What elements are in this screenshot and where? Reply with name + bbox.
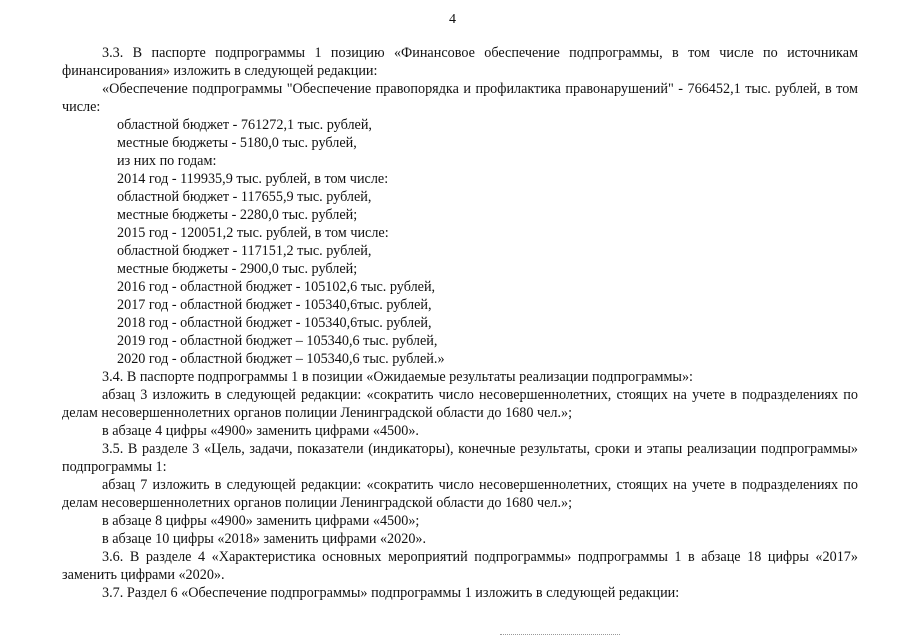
- paragraph-3-5: 3.5. В разделе 3 «Цель, задачи, показатели (индикаторы), конечные результаты, сроки и этапы реализации подпрограммы» подпрограммы 1:: [62, 441, 858, 475]
- document-body: [62, 44, 858, 602]
- paragraph-3-5-item-2: в абзаце 8 цифры «4900» заменить цифрами «4500»;: [102, 513, 420, 529]
- page-number: 4: [449, 12, 456, 27]
- paragraph-3-4-item-2: в абзаце 4 цифры «4900» заменить цифрами «4500».: [102, 423, 419, 439]
- funding-line: областной бюджет - 761272,1 тыс. рублей,: [117, 117, 372, 133]
- paragraph-3-6: 3.6. В разделе 4 «Характеристика основных мероприятий подпрограммы» подпрограммы 1 в абзаце 18 цифры «2017» заменить цифрами «2020».: [62, 549, 858, 583]
- funding-line: областной бюджет - 117655,9 тыс. рублей,: [117, 189, 372, 205]
- funding-line: 2017 год - областной бюджет - 105340,6тыс. рублей,: [117, 297, 432, 313]
- funding-line: 2015 год - 120051,2 тыс. рублей, в том числе:: [117, 225, 389, 241]
- funding-line: областной бюджет - 117151,2 тыс. рублей,: [117, 243, 372, 259]
- funding-line: местные бюджеты - 5180,0 тыс. рублей,: [117, 135, 357, 151]
- paragraph-3-5-item-1: абзац 7 изложить в следующей редакции: «сократить число несовершеннолетних, стоящих на учете в подразделениях по делам несовершеннолетних органов полиции Ленинградской области до 1680 чел.»;: [62, 477, 858, 511]
- funding-line: 2019 год - областной бюджет – 105340,6 тыс. рублей,: [117, 333, 438, 349]
- paragraph-3-7: 3.7. Раздел 6 «Обеспечение подпрограммы» подпрограммы 1 изложить в следующей редакции:: [102, 585, 680, 601]
- funding-line: 2018 год - областной бюджет - 105340,6тыс. рублей,: [117, 315, 432, 331]
- paragraph-3-4: 3.4. В паспорте подпрограммы 1 в позиции «Ожидаемые результаты реализации подпрограммы»:: [102, 369, 694, 385]
- scan-artifact-divider: [500, 634, 620, 637]
- funding-breakdown-list: [62, 116, 858, 368]
- paragraph-3-4-item-1: абзац 3 изложить в следующей редакции: «сократить число несовершеннолетних, стоящих на учете в подразделениях по делам несовершеннолетних органов полиции Ленинградской области до 1680 чел.»;: [62, 387, 858, 421]
- paragraph-funding-total: «Обеспечение подпрограммы "Обеспечение правопорядка и профилактика правонарушений" - 766452,1 тыс. рублей, в том числе:: [62, 81, 858, 115]
- funding-line: 2014 год - 119935,9 тыс. рублей, в том числе:: [117, 171, 389, 187]
- funding-line: из них по годам:: [117, 153, 217, 169]
- funding-line: 2016 год - областной бюджет - 105102,6 тыс. рублей,: [117, 279, 436, 295]
- funding-line: местные бюджеты - 2280,0 тыс. рублей;: [117, 207, 358, 223]
- funding-line: 2020 год - областной бюджет – 105340,6 тыс. рублей.»: [117, 351, 445, 367]
- paragraph-3-3: 3.3. В паспорте подпрограммы 1 позицию «Финансовое обеспечение подпрограммы, в том числе по источникам финансирования» изложить в следующей редакции:: [62, 45, 858, 79]
- funding-line: местные бюджеты - 2900,0 тыс. рублей;: [117, 261, 358, 277]
- paragraph-3-5-item-3: в абзаце 10 цифры «2018» заменить цифрами «2020».: [102, 531, 427, 547]
